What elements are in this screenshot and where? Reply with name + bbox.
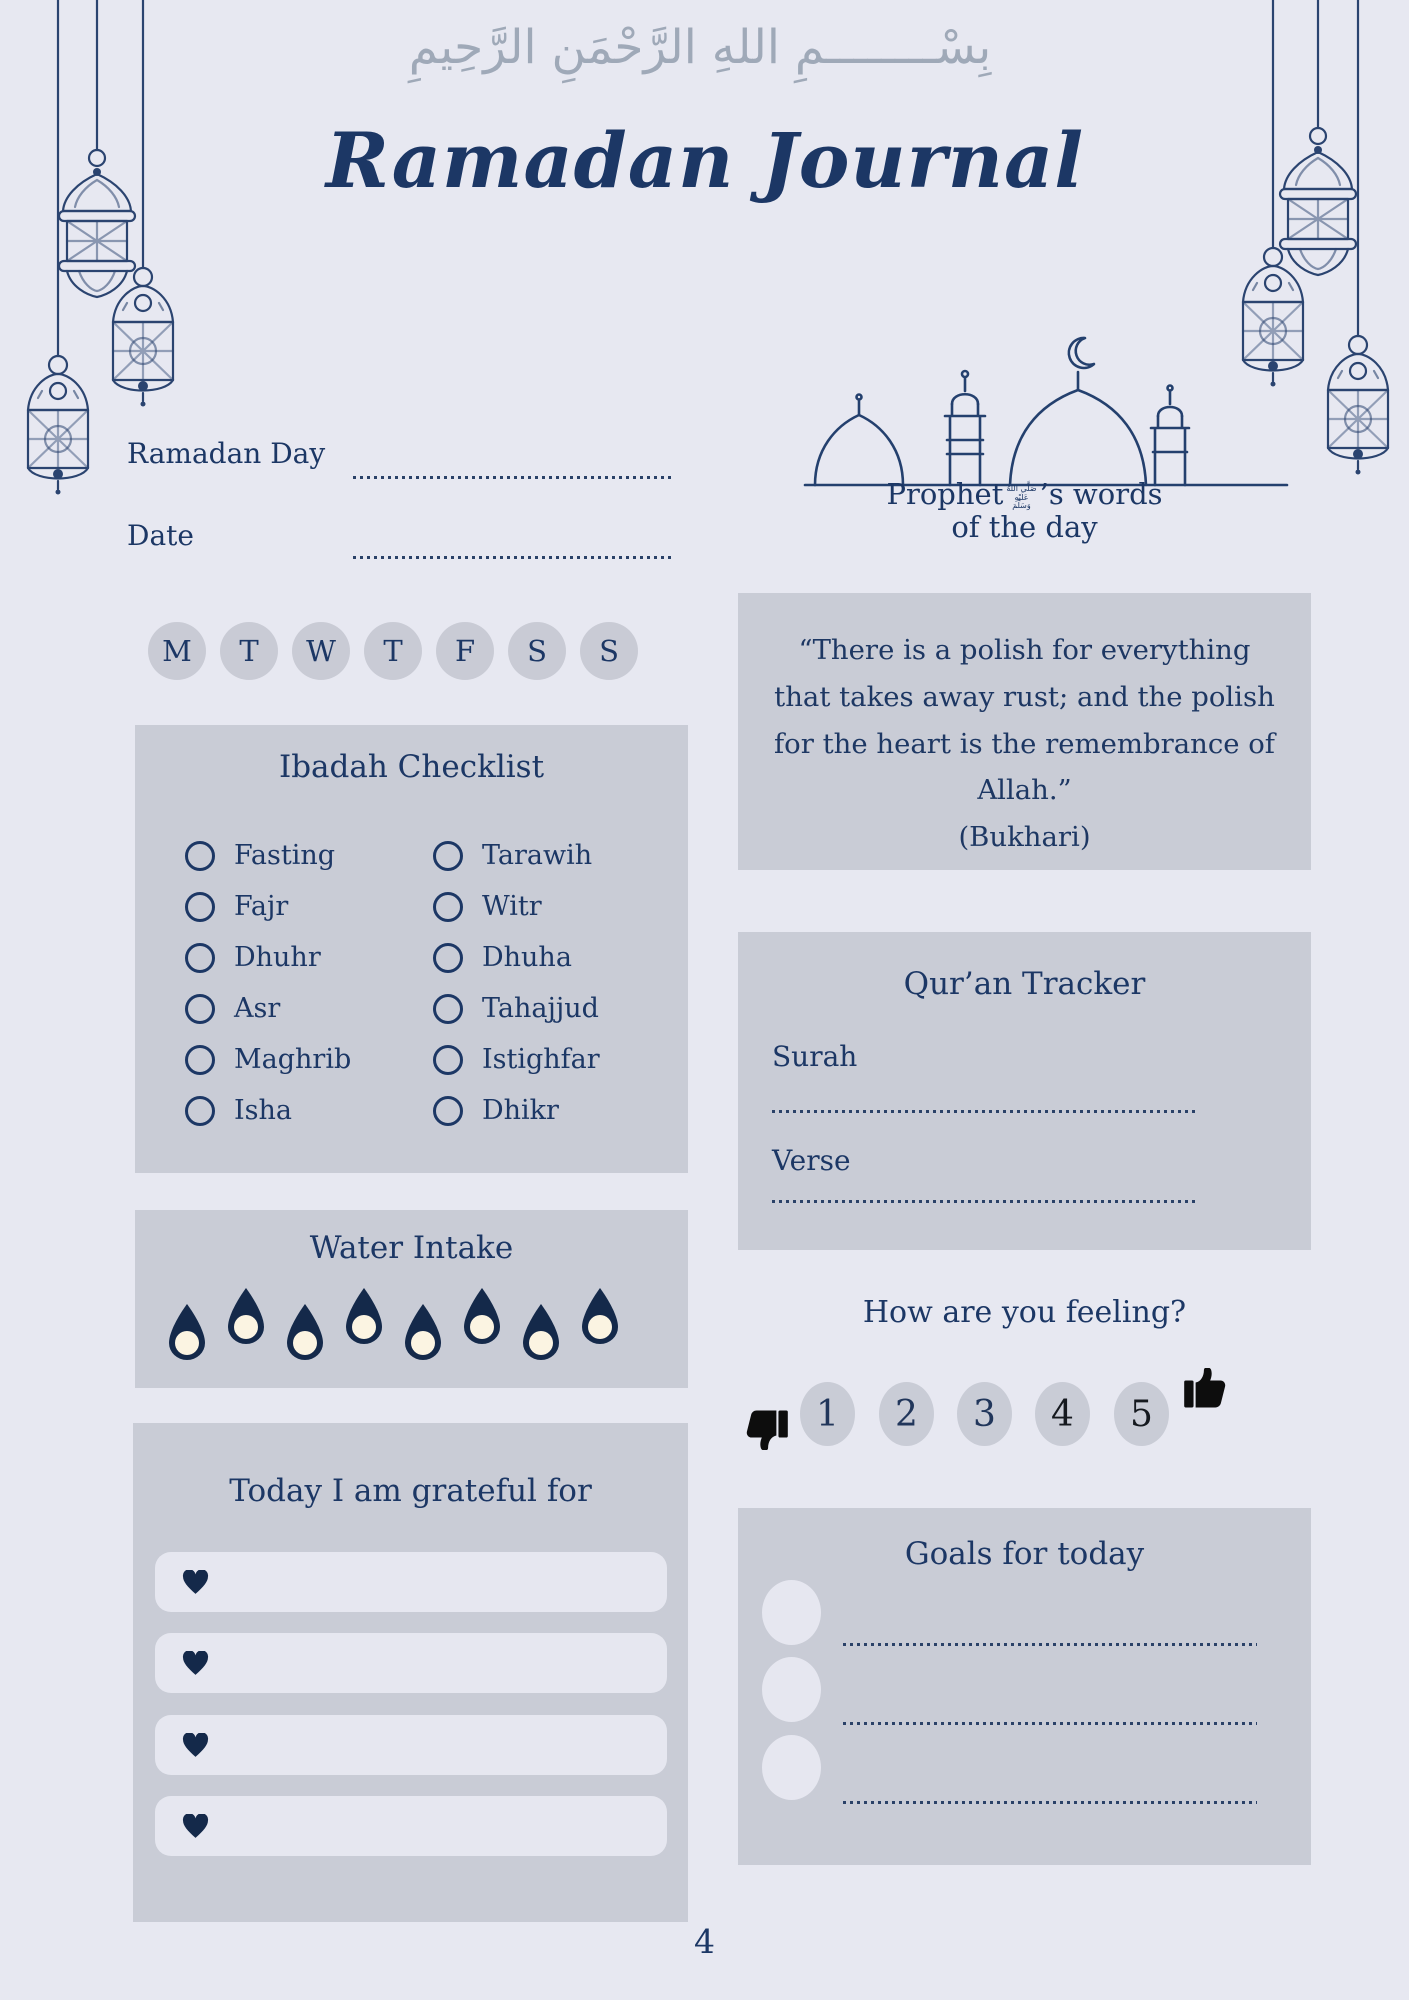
heart-icon [182,1814,209,1839]
feeling-option-1[interactable]: 1 [800,1382,855,1446]
goal-input-line[interactable] [843,1801,1257,1804]
verse-label: Verse [772,1144,851,1177]
hadith-quote-box [738,593,1311,870]
feeling-option-2[interactable]: 2 [879,1382,934,1446]
checkbox-circle-icon[interactable] [433,892,463,922]
goals-box [738,1508,1311,1865]
heart-icon [182,1733,209,1758]
water-drop-icon[interactable] [226,1286,266,1344]
goal-bullet-circle[interactable] [762,1580,821,1645]
checklist-item-fasting[interactable]: Fasting [185,830,351,881]
page-title: Ramadan Journal [325,116,1085,205]
ramadan-day-label: Ramadan Day [127,437,326,470]
water-drop-icon[interactable] [403,1302,443,1360]
thumbs-down-icon[interactable] [742,1396,790,1450]
surah-label: Surah [772,1040,858,1073]
quran-tracker-title: Qur’an Tracker [903,966,1146,1002]
checkbox-circle-icon[interactable] [185,994,215,1024]
weekday-saturday[interactable]: S [508,622,566,680]
weekday-selector [148,622,638,680]
thumbs-up-icon[interactable] [1182,1368,1230,1422]
mosque-icon [755,288,1295,488]
water-intake-box [135,1210,688,1388]
goal-input-line[interactable] [843,1722,1257,1725]
ibadah-left-column [185,830,351,1136]
prophet-words-heading [738,478,1311,545]
weekday-sunday[interactable]: S [580,622,638,680]
bismillah-calligraphy: بِسْــــــــمِ اللهِ الرَّحْمَنِ الرَّحِيمِ [408,20,992,75]
quran-tracker-box [738,932,1311,1250]
ramadan-day-input-line[interactable] [353,476,672,479]
date-label: Date [127,519,194,552]
checkbox-circle-icon[interactable] [185,1096,215,1126]
checklist-item-dhuha[interactable]: Dhuha [433,932,600,983]
goal-bullet-circle[interactable] [762,1735,821,1800]
hadith-quote-text: “There is a polish for everything that takes away rust; and the polish for the heart is the remembrance of Allah.” (Bukhari) [738,593,1311,861]
saw-calligraphy: صَلَّى اللهُ عَلَيْهِ وَسَلَّمَ [1006,484,1037,510]
feeling-scale [738,1378,1311,1456]
checkbox-circle-icon[interactable] [185,1045,215,1075]
checkbox-circle-icon[interactable] [433,1045,463,1075]
hadith-attribution: (Bukhari) [958,821,1091,853]
checkbox-circle-icon[interactable] [185,943,215,973]
goal-bullet-circle[interactable] [762,1657,821,1722]
verse-input-line[interactable] [772,1200,1196,1203]
water-drop-icon[interactable] [521,1302,561,1360]
heart-icon [182,1570,209,1595]
weekday-friday[interactable]: F [436,622,494,680]
checklist-item-fajr[interactable]: Fajr [185,881,351,932]
surah-input-line[interactable] [772,1110,1196,1113]
water-drop-icon[interactable] [167,1302,207,1360]
ibadah-checklist-title: Ibadah Checklist [278,749,545,785]
prophet-heading-line2: of the day [951,510,1098,545]
checkbox-circle-icon[interactable] [433,841,463,871]
grateful-entry-row[interactable] [155,1633,667,1693]
checklist-item-isha[interactable]: Isha [185,1085,351,1136]
checklist-item-tarawih[interactable]: Tarawih [433,830,600,881]
water-drop-icon[interactable] [285,1302,325,1360]
goals-title: Goals for today [904,1536,1145,1572]
checkbox-circle-icon[interactable] [433,994,463,1024]
water-drop-icon[interactable] [344,1286,384,1344]
weekday-monday[interactable]: M [148,622,206,680]
water-intake-title: Water Intake [309,1230,514,1266]
checklist-item-asr[interactable]: Asr [185,983,351,1034]
heart-icon [182,1651,209,1676]
checklist-item-tahajjud[interactable]: Tahajjud [433,983,600,1034]
feeling-title: How are you feeling? [862,1295,1187,1330]
page-number: 4 [694,1922,715,1961]
date-input-line[interactable] [353,556,672,559]
water-drop-tracker [167,1286,620,1360]
feeling-option-5[interactable]: 5 [1114,1382,1169,1446]
weekday-tuesday[interactable]: T [220,622,278,680]
checklist-item-istighfar[interactable]: Istighfar [433,1034,600,1085]
weekday-wednesday[interactable]: W [292,622,350,680]
checklist-item-maghrib[interactable]: Maghrib [185,1034,351,1085]
prophet-heading-post: ’s words [1039,477,1163,511]
ibadah-right-column [433,830,600,1136]
feeling-option-3[interactable]: 3 [957,1382,1012,1446]
ibadah-checklist-box [135,725,688,1173]
checkbox-circle-icon[interactable] [433,943,463,973]
checkbox-circle-icon[interactable] [433,1096,463,1126]
checklist-item-dhikr[interactable]: Dhikr [433,1085,600,1136]
grateful-box [133,1423,688,1922]
checkbox-circle-icon[interactable] [185,841,215,871]
grateful-entry-row[interactable] [155,1715,667,1775]
grateful-entry-row[interactable] [155,1552,667,1612]
water-drop-icon[interactable] [462,1286,502,1344]
prophet-heading-pre: Prophet [886,477,1004,511]
checkbox-circle-icon[interactable] [185,892,215,922]
feeling-option-4[interactable]: 4 [1035,1382,1090,1446]
checklist-item-witr[interactable]: Witr [433,881,600,932]
checklist-item-dhuhr[interactable]: Dhuhr [185,932,351,983]
grateful-entry-row[interactable] [155,1796,667,1856]
water-drop-icon[interactable] [580,1286,620,1344]
grateful-title: Today I am grateful for [229,1473,592,1509]
weekday-thursday[interactable]: T [364,622,422,680]
goal-input-line[interactable] [843,1643,1257,1646]
